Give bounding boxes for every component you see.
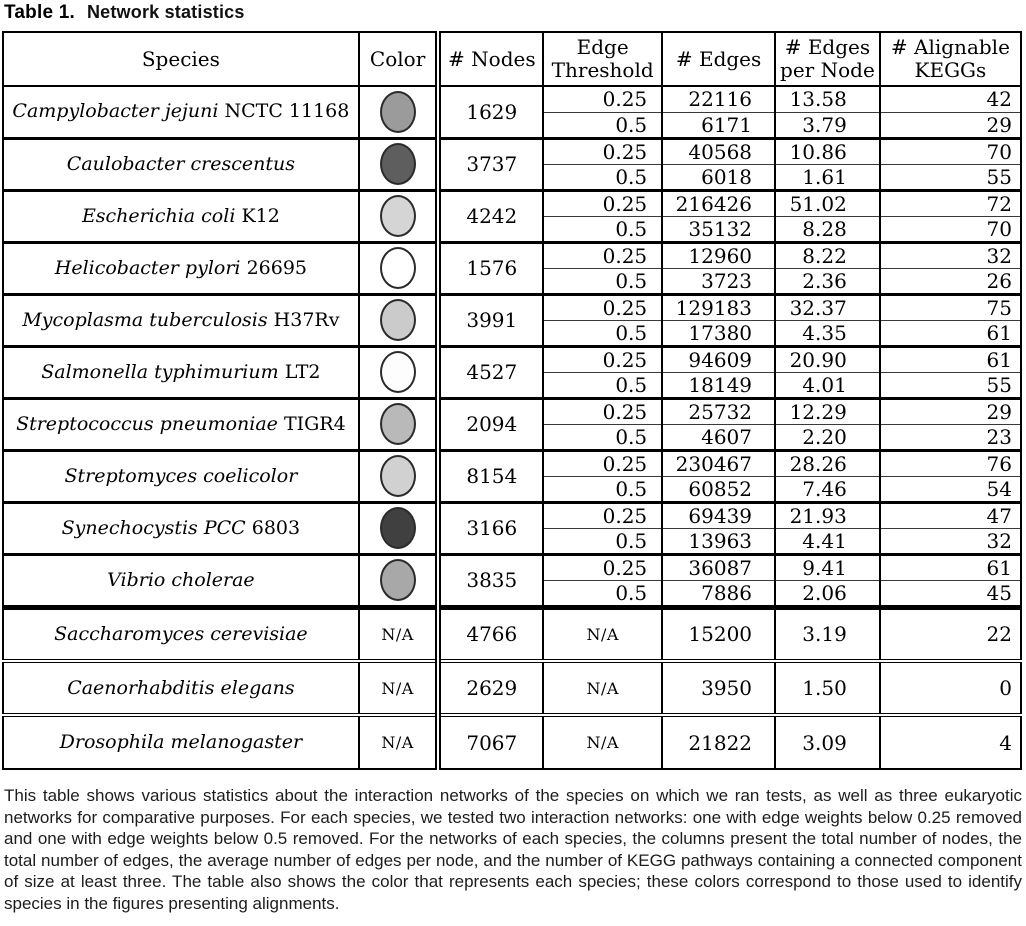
column-header-nodes: # Nodes — [438, 32, 543, 86]
table-row — [3, 450, 1021, 476]
edges-per-node-cell: 3.09 — [775, 715, 880, 769]
edges-cell: 12960 — [662, 242, 775, 268]
color-cell — [359, 242, 439, 294]
network-statistics-table — [2, 31, 1022, 770]
edges-cell: 36087 — [662, 554, 775, 580]
species-cell — [3, 138, 359, 190]
edges-per-node-cell: 1.61 — [775, 164, 880, 190]
color-cell — [359, 554, 439, 607]
species-cell — [3, 190, 359, 242]
nodes-cell: 7067 — [438, 715, 543, 769]
nodes-cell: 1629 — [438, 86, 543, 138]
species-color-swatch — [380, 455, 416, 497]
keggs-cell: 22 — [880, 607, 1021, 661]
threshold-cell: 0.5 — [543, 164, 662, 190]
keggs-cell: 61 — [880, 554, 1021, 580]
edges-per-node-cell: 8.22 — [775, 242, 880, 268]
edges-cell: 216426 — [662, 190, 775, 216]
species-color-swatch — [380, 247, 416, 289]
edges-cell: 21822 — [662, 715, 775, 769]
threshold-cell: 0.25 — [543, 242, 662, 268]
species-name-italic: Caenorhabditis elegans — [67, 676, 295, 699]
keggs-cell: 45 — [880, 580, 1021, 607]
edges-cell: 17380 — [662, 320, 775, 346]
column-header-alignable-keggs: # Alignable KEGGs — [880, 32, 1021, 86]
table-row — [3, 398, 1021, 424]
threshold-cell: 0.25 — [543, 346, 662, 372]
edges-per-node-cell: 13.58 — [775, 86, 880, 112]
table-row — [3, 242, 1021, 268]
keggs-cell: 76 — [880, 450, 1021, 476]
edges-per-node-cell: 12.29 — [775, 398, 880, 424]
color-na-cell: N/A — [359, 661, 439, 715]
table-row — [3, 346, 1021, 372]
species-cell — [3, 554, 359, 607]
edges-cell: 22116 — [662, 86, 775, 112]
keggs-cell: 75 — [880, 294, 1021, 320]
table-subtitle: Network statistics — [86, 2, 245, 22]
nodes-cell: 2629 — [438, 661, 543, 715]
species-name-italic: Salmonella typhimurium — [41, 360, 279, 383]
table-number-label: Table 1. — [4, 2, 75, 23]
keggs-cell: 29 — [880, 398, 1021, 424]
table-row — [3, 502, 1021, 528]
table-row — [3, 607, 1021, 661]
edges-cell: 6018 — [662, 164, 775, 190]
keggs-cell: 54 — [880, 476, 1021, 502]
keggs-cell: 61 — [880, 320, 1021, 346]
species-strain: H37Rv — [273, 308, 340, 331]
keggs-cell: 47 — [880, 502, 1021, 528]
species-cell — [3, 398, 359, 450]
color-na-cell: N/A — [359, 607, 439, 661]
edges-per-node-cell: 9.41 — [775, 554, 880, 580]
edges-cell: 69439 — [662, 502, 775, 528]
column-header-edges-per-node: # Edges per Node — [775, 32, 880, 86]
edges-cell: 230467 — [662, 450, 775, 476]
threshold-cell: 0.5 — [543, 320, 662, 346]
nodes-cell: 4766 — [438, 607, 543, 661]
edges-cell: 4607 — [662, 424, 775, 450]
threshold-cell: 0.25 — [543, 294, 662, 320]
edges-cell: 35132 — [662, 216, 775, 242]
nodes-cell: 4242 — [438, 190, 543, 242]
table-caption: This table shows various statistics about the interaction networks of the species on which we ran tests, as well as three eukaryotic networks for comparative purposes. For each species, we tested two interaction networks: one with edge weights below 0.25 removed and one with edge weights below 0.5 removed. For the networks of each species, the columns present the total number of nodes, the total number of edges, the average number of edges per node, and the number of KEGG pathways containing a connected component of size at least three. The table also shows the color that represents each species; these colors correspond to those used to identify species in the figures presenting alignments. — [4, 786, 1022, 913]
edges-per-node-cell: 4.01 — [775, 372, 880, 398]
species-color-swatch — [380, 299, 416, 341]
table-row — [3, 554, 1021, 580]
species-cell — [3, 86, 359, 138]
edges-per-node-cell: 8.28 — [775, 216, 880, 242]
edges-cell: 3723 — [662, 268, 775, 294]
color-cell — [359, 346, 439, 398]
species-name-italic: Streptococcus pneumoniae — [16, 412, 278, 435]
edges-cell: 94609 — [662, 346, 775, 372]
species-name-italic: Vibrio cholerae — [107, 568, 255, 591]
color-cell — [359, 190, 439, 242]
species-cell — [3, 715, 359, 769]
species-color-swatch — [380, 559, 416, 601]
keggs-cell: 32 — [880, 528, 1021, 554]
species-name-italic: Saccharomyces cerevisiae — [54, 622, 308, 645]
species-name-italic: Caulobacter crescentus — [66, 152, 295, 175]
keggs-cell: 32 — [880, 242, 1021, 268]
nodes-cell: 3991 — [438, 294, 543, 346]
species-cell — [3, 346, 359, 398]
column-header-edge-threshold: Edge Threshold — [543, 32, 662, 86]
nodes-cell: 1576 — [438, 242, 543, 294]
species-color-swatch — [380, 91, 416, 133]
threshold-cell: 0.5 — [543, 112, 662, 138]
species-name-italic: Campylobacter jejuni — [12, 100, 219, 123]
column-header-color: Color — [359, 32, 439, 86]
edges-per-node-cell: 1.50 — [775, 661, 880, 715]
table-row — [3, 294, 1021, 320]
nodes-cell: 3737 — [438, 138, 543, 190]
species-name-italic: Streptomyces coelicolor — [64, 464, 298, 487]
edges-cell: 6171 — [662, 112, 775, 138]
table-header-row — [3, 32, 1021, 86]
edges-per-node-cell: 2.20 — [775, 424, 880, 450]
edges-per-node-cell: 7.46 — [775, 476, 880, 502]
keggs-cell: 23 — [880, 424, 1021, 450]
edges-per-node-cell: 3.79 — [775, 112, 880, 138]
species-strain: 26695 — [246, 256, 308, 279]
column-header-edges: # Edges — [662, 32, 775, 86]
species-cell — [3, 450, 359, 502]
table-row — [3, 86, 1021, 112]
threshold-cell: 0.25 — [543, 138, 662, 164]
color-cell — [359, 138, 439, 190]
color-cell — [359, 86, 439, 138]
species-strain: LT2 — [284, 360, 321, 383]
species-strain: TIGR4 — [283, 412, 346, 435]
species-cell — [3, 661, 359, 715]
color-cell — [359, 398, 439, 450]
nodes-cell: 3166 — [438, 502, 543, 554]
edges-cell: 15200 — [662, 607, 775, 661]
species-cell — [3, 607, 359, 661]
keggs-cell: 29 — [880, 112, 1021, 138]
color-na-cell: N/A — [359, 715, 439, 769]
edges-cell: 60852 — [662, 476, 775, 502]
edges-per-node-cell: 28.26 — [775, 450, 880, 476]
table-row — [3, 661, 1021, 715]
table-row — [3, 138, 1021, 164]
edges-per-node-cell: 20.90 — [775, 346, 880, 372]
edges-cell: 13963 — [662, 528, 775, 554]
species-cell — [3, 294, 359, 346]
species-name-italic: Synechocystis PCC — [61, 516, 246, 539]
color-cell — [359, 502, 439, 554]
edges-per-node-cell: 21.93 — [775, 502, 880, 528]
threshold-cell: 0.25 — [543, 190, 662, 216]
edges-per-node-cell: 51.02 — [775, 190, 880, 216]
nodes-cell: 4527 — [438, 346, 543, 398]
species-strain: 6803 — [251, 516, 301, 539]
keggs-cell: 42 — [880, 86, 1021, 112]
species-name-italic: Mycoplasma tuberculosis — [22, 308, 268, 331]
edges-per-node-cell: 2.06 — [775, 580, 880, 607]
edges-per-node-cell: 32.37 — [775, 294, 880, 320]
threshold-cell: 0.5 — [543, 268, 662, 294]
species-cell — [3, 242, 359, 294]
column-header-species: Species — [3, 32, 359, 86]
color-cell — [359, 294, 439, 346]
threshold-cell: 0.25 — [543, 398, 662, 424]
threshold-cell: 0.5 — [543, 476, 662, 502]
species-color-swatch — [380, 507, 416, 549]
edges-per-node-cell: 2.36 — [775, 268, 880, 294]
edges-cell: 18149 — [662, 372, 775, 398]
keggs-cell: 70 — [880, 138, 1021, 164]
species-color-swatch — [380, 351, 416, 393]
table-title — [2, 2, 1024, 31]
edges-per-node-cell: 4.35 — [775, 320, 880, 346]
threshold-cell: 0.5 — [543, 372, 662, 398]
threshold-cell: 0.25 — [543, 450, 662, 476]
edges-per-node-cell: 3.19 — [775, 607, 880, 661]
threshold-cell: 0.25 — [543, 554, 662, 580]
threshold-cell: 0.5 — [543, 424, 662, 450]
threshold-cell: 0.5 — [543, 528, 662, 554]
keggs-cell: 4 — [880, 715, 1021, 769]
keggs-cell: 0 — [880, 661, 1021, 715]
species-name-italic: Helicobacter pylori — [54, 256, 241, 279]
keggs-cell: 26 — [880, 268, 1021, 294]
edges-cell: 129183 — [662, 294, 775, 320]
species-color-swatch — [380, 195, 416, 237]
edges-per-node-cell: 10.86 — [775, 138, 880, 164]
edges-cell: 25732 — [662, 398, 775, 424]
species-cell — [3, 502, 359, 554]
keggs-cell: 55 — [880, 164, 1021, 190]
edges-cell: 7886 — [662, 580, 775, 607]
color-cell — [359, 450, 439, 502]
threshold-cell: 0.25 — [543, 86, 662, 112]
edges-per-node-cell: 4.41 — [775, 528, 880, 554]
keggs-cell: 55 — [880, 372, 1021, 398]
threshold-na-cell: N/A — [543, 661, 662, 715]
threshold-cell: 0.5 — [543, 580, 662, 607]
species-strain: K12 — [241, 204, 280, 227]
threshold-na-cell: N/A — [543, 607, 662, 661]
nodes-cell: 2094 — [438, 398, 543, 450]
edges-cell: 40568 — [662, 138, 775, 164]
table-row — [3, 190, 1021, 216]
species-name-italic: Drosophila melanogaster — [59, 731, 303, 754]
keggs-cell: 72 — [880, 190, 1021, 216]
threshold-cell: 0.25 — [543, 502, 662, 528]
species-color-swatch — [380, 143, 416, 185]
table-row — [3, 715, 1021, 769]
edges-cell: 3950 — [662, 661, 775, 715]
species-color-swatch — [380, 403, 416, 445]
nodes-cell: 3835 — [438, 554, 543, 607]
threshold-na-cell: N/A — [543, 715, 662, 769]
threshold-cell: 0.5 — [543, 216, 662, 242]
keggs-cell: 70 — [880, 216, 1021, 242]
species-strain: NCTC 11168 — [224, 100, 350, 123]
species-name-italic: Escherichia coli — [81, 204, 236, 227]
keggs-cell: 61 — [880, 346, 1021, 372]
nodes-cell: 8154 — [438, 450, 543, 502]
